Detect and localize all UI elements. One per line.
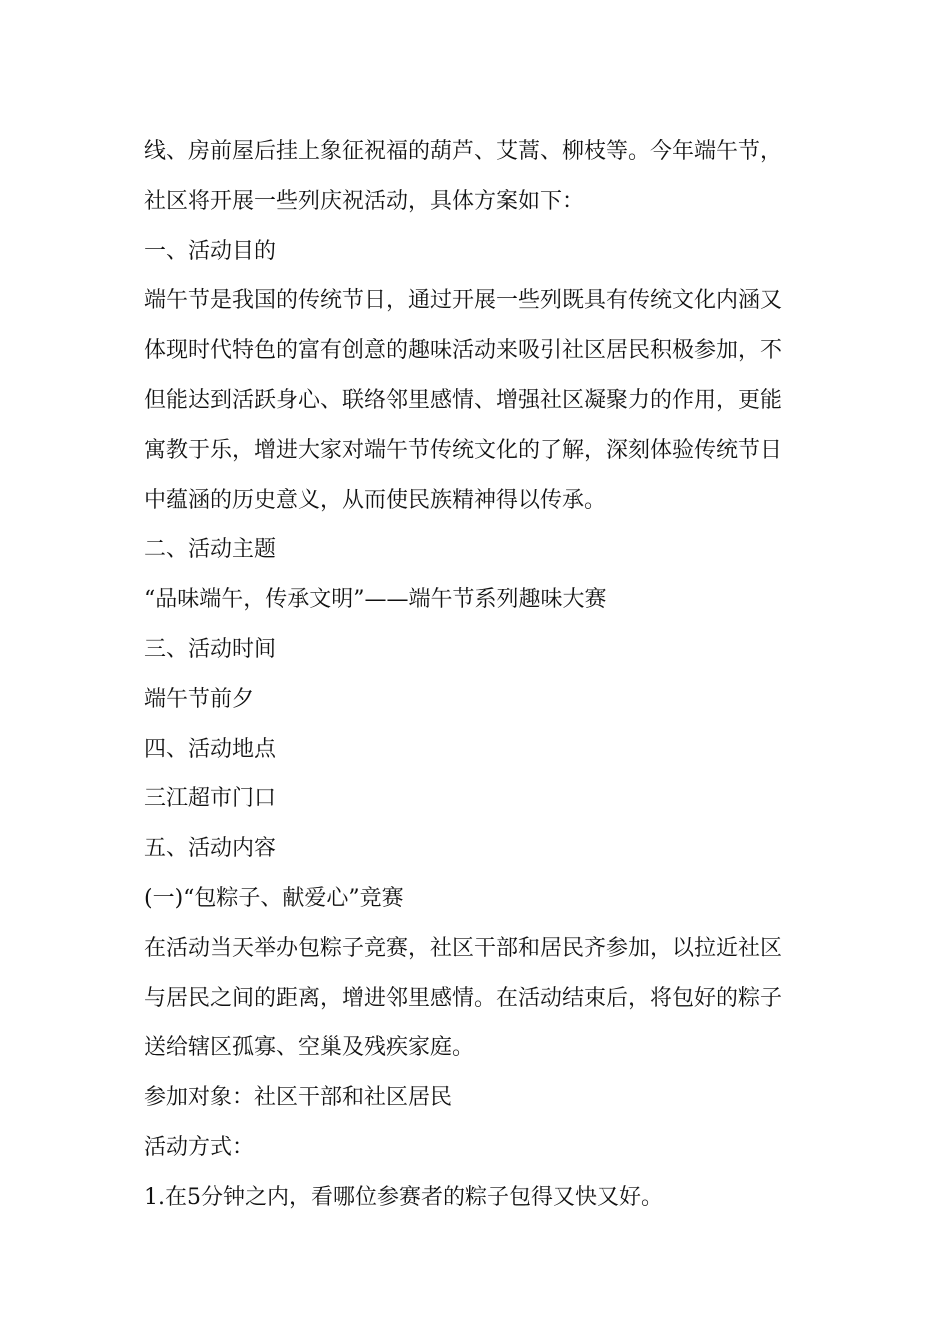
paragraph-line: 参加对象：社区干部和社区居民: [144, 1085, 453, 1111]
paragraph-line: 端午节是我国的传统节日，通过开展一些列既具有传统文化内涵又: [144, 288, 783, 314]
section-heading: 五、活动内容: [144, 836, 277, 862]
paragraph-line: 与居民之间的距离，增进邻里感情。在活动结束后，将包好的粽子: [144, 985, 783, 1011]
paragraph-line: 寓教于乐，增进大家对端午节传统文化的了解，深刻体验传统节日: [144, 437, 783, 463]
document-body: [144, 127, 816, 1223]
section-heading: 四、活动地点: [144, 736, 277, 762]
list-item: 1.在5分钟之内，看哪位参赛者的粽子包得又快又好。: [144, 1184, 663, 1210]
paragraph-line: 三江超市门口: [144, 786, 277, 812]
section-heading: 一、活动目的: [144, 238, 277, 264]
paragraph-line: 体现时代特色的富有创意的趣味活动来吸引社区居民积极参加，不: [144, 338, 783, 364]
paragraph-line: 活动方式：: [144, 1134, 255, 1160]
paragraph-line: 送给辖区孤寡、空巢及残疾家庭。: [144, 1035, 475, 1061]
subsection-heading: (一)“包粽子、献爱心”竞赛: [144, 885, 404, 911]
paragraph-line: 但能达到活跃身心、联络邻里感情、增强社区凝聚力的作用，更能: [144, 387, 783, 413]
paragraph-line: 中蕴涵的历史意义，从而使民族精神得以传承。: [144, 487, 607, 513]
paragraph-line: 线、房前屋后挂上象征祝福的葫芦、艾蒿、柳枝等。今年端午节，: [144, 139, 783, 164]
theme-line: “品味端午，传承文明”——端午节系列趣味大赛: [144, 587, 607, 613]
section-heading: 三、活动时间: [144, 636, 277, 662]
section-heading: 二、活动主题: [144, 537, 277, 563]
paragraph-line: 社区将开展一些列庆祝活动，具体方案如下：: [144, 188, 585, 214]
paragraph-line: 端午节前夕: [144, 686, 255, 712]
paragraph-line: 在活动当天举办包粽子竞赛，社区干部和居民齐参加，以拉近社区: [144, 935, 783, 961]
